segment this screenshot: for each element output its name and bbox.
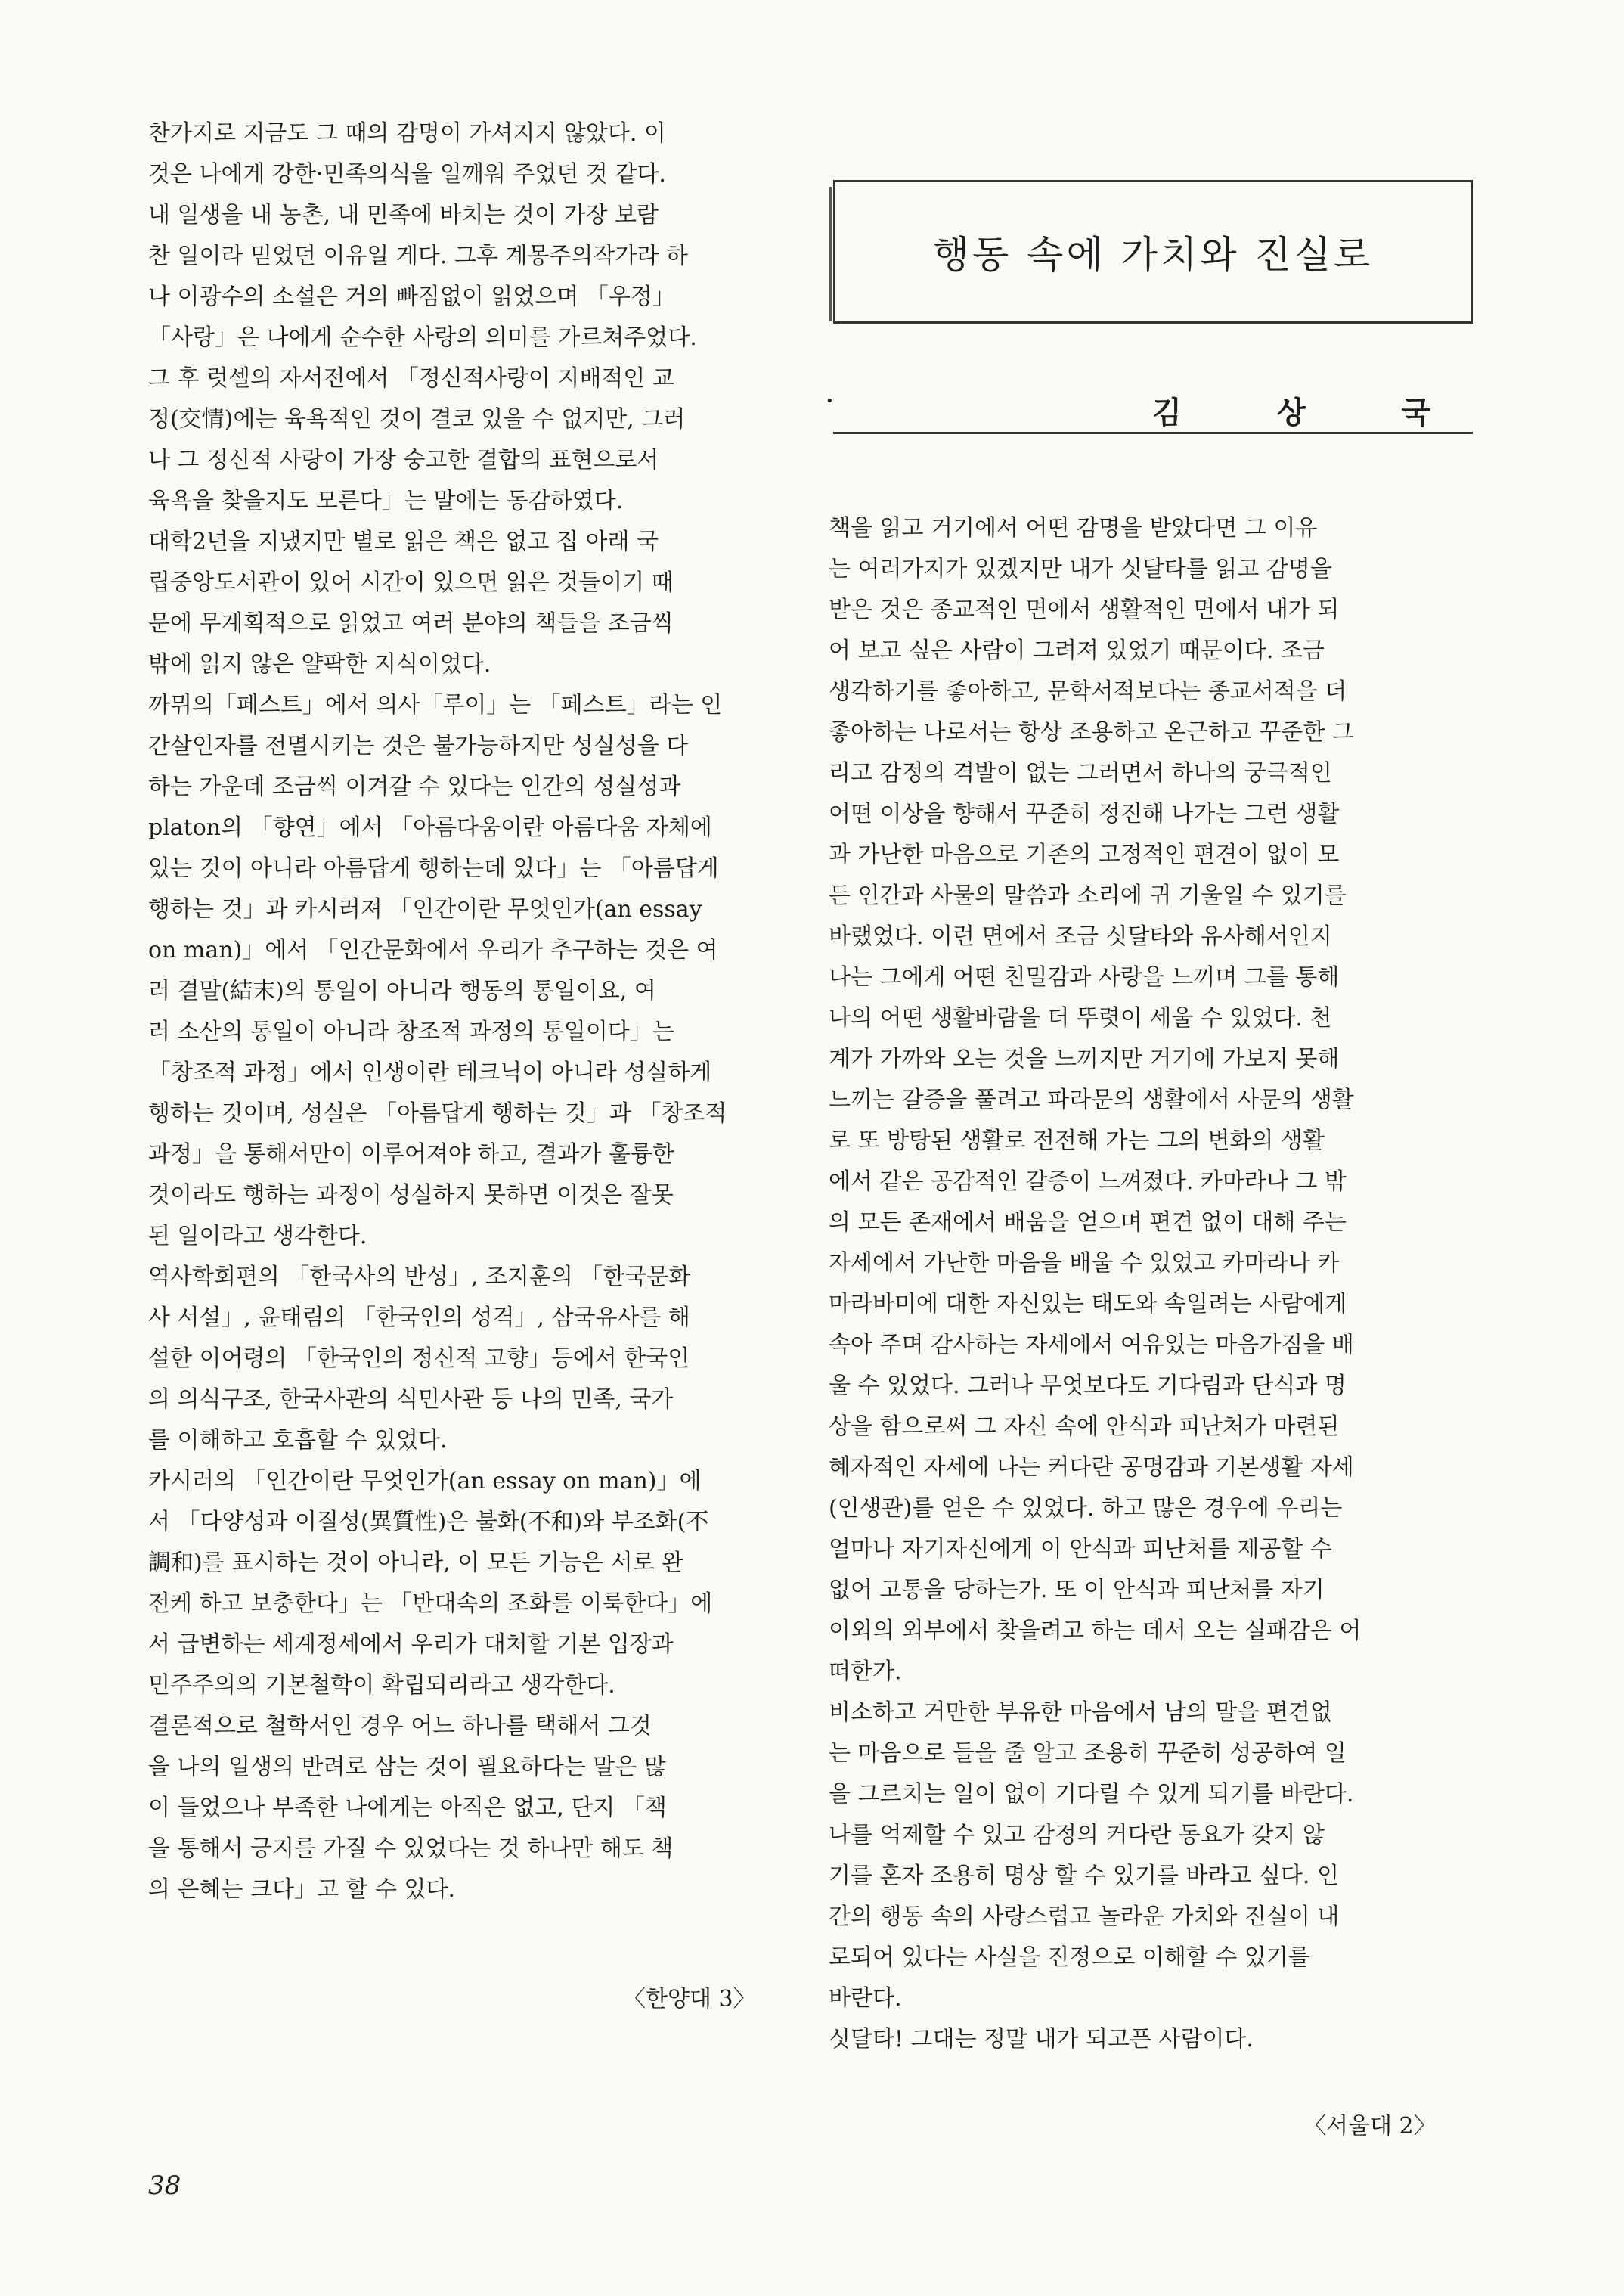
text-line: 떠한가. — [829, 1658, 902, 1685]
text-line: 간의 행동 속의 사랑스럽고 놀라운 가치와 진실이 내 — [829, 1904, 1340, 1930]
text-line: 를 이해하고 호흡할 수 있었다. — [148, 1427, 448, 1454]
text-line: 역사학회편의 「한국사의 반성」, 조지훈의 「한국문화 — [148, 1264, 691, 1290]
text-line: 정(交情)에는 육욕적인 것이 결코 있을 수 없지만, 그러 — [148, 406, 686, 433]
text-line: 것이라도 행하는 과정이 성실하지 못하면 이것은 잘못 — [148, 1182, 674, 1209]
text-line: (인생관)를 얻은 수 있었다. 하고 많은 경우에 우리는 — [829, 1495, 1343, 1522]
text-line: 것은 나에게 강한·민족의식을 일깨워 주었던 것 같다. — [148, 161, 666, 188]
text-line: 나 그 정신적 사랑이 가장 숭고한 결합의 표현으로서 — [148, 447, 659, 473]
text-line: 기를 혼자 조용히 명상 할 수 있기를 바라고 싶다. 인 — [829, 1863, 1339, 1889]
text-line: 리고 감정의 격발이 없는 그러면서 하나의 궁극적인 — [829, 760, 1332, 787]
text-line: 調和)를 표시하는 것이 아니라, 이 모든 기능은 서로 완 — [148, 1550, 684, 1576]
text-line: 「창조적 과정」에서 인생이란 테크닉이 아니라 성실하게 — [148, 1060, 712, 1086]
page-number: 38 — [148, 2170, 181, 2201]
text-line: 바랬었다. 이런 면에서 조금 싯달타와 유사해서인지 — [829, 923, 1332, 950]
text-line: 계가 가까와 오는 것을 느끼지만 거기에 가보지 못해 — [829, 1046, 1340, 1072]
paragraph — [148, 1706, 798, 1910]
text-line: 책을 읽고 거기에서 어떤 감명을 받았다면 그 이유 — [829, 515, 1318, 541]
text-line: 밖에 읽지 않은 얄팍한 지식이었다. — [148, 651, 491, 678]
text-line: 느끼는 갈증을 풀려고 파라문의 생활에서 사문의 생활 — [829, 1087, 1354, 1113]
text-line: 어 보고 싶은 사람이 그려져 있었기 때문이다. 조금 — [829, 638, 1325, 664]
text-line: 받은 것은 종교적인 면에서 생활적인 면에서 내가 되 — [829, 597, 1340, 623]
text-line: on man)」에서 「인간문화에서 우리가 추구하는 것은 여 — [148, 937, 718, 963]
text-line: 찬 일이라 믿었던 이유일 게다. 그후 계몽주의작가라 하 — [148, 243, 688, 269]
text-line: 행하는 것」과 카시러져 「인간이란 무엇인가(an essay — [148, 896, 702, 923]
text-line: 마라바미에 대한 자신있는 태도와 속일려는 사람에게 — [829, 1291, 1347, 1317]
paragraph — [148, 358, 798, 522]
article-author: 김 상 국 — [833, 389, 1473, 434]
text-line: 문에 무계획적으로 읽었고 여러 분야의 책들을 조금씩 — [148, 610, 674, 637]
right-column — [829, 508, 1479, 2060]
paragraph — [148, 685, 798, 1257]
text-line: 까뮈의「페스트」에서 의사「루이」는 「페스트」라는 인 — [148, 692, 723, 718]
text-line: 찬가지로 지금도 그 때의 감명이 가셔지지 않았다. 이 — [148, 120, 666, 147]
text-line: 을 나의 일생의 반려로 삼는 것이 필요하다는 말은 많 — [148, 1754, 666, 1780]
text-line: 서 「다양성과 이질성(異質性)은 불화(不和)와 부조화(不 — [148, 1509, 709, 1535]
text-line: 자세에서 가난한 마음을 배울 수 있었고 카마라나 카 — [829, 1250, 1340, 1277]
text-line: 의 의식구조, 한국사관의 식민사관 등 나의 민족, 국가 — [148, 1386, 674, 1413]
text-line: 러 결말(結末)의 통일이 아니라 행동의 통일이요, 여 — [148, 978, 656, 1004]
text-line: 에서 같은 공감적인 갈증이 느껴졌다. 카마라나 그 밖 — [829, 1168, 1347, 1195]
text-line: 의 은혜는 크다」고 할 수 있다. — [148, 1876, 455, 1903]
left-column — [148, 113, 798, 1910]
text-line: 결론적으로 철학서인 경우 어느 하나를 택해서 그것 — [148, 1713, 652, 1739]
text-line: platon의 「향연」에서 「아름다움이란 아름다움 자체에 — [148, 814, 712, 841]
text-line: 된 일이라고 생각한다. — [148, 1223, 367, 1249]
text-line: 립중앙도서관이 있어 시간이 있으면 읽은 것들이기 때 — [148, 569, 674, 596]
left-affiliation: 〈한양대 3〉 — [623, 1986, 756, 2012]
text-line: 과 가난한 마음으로 기존의 고정적인 편견이 없이 모 — [829, 842, 1340, 868]
text-line: 는 마음으로 들을 줄 알고 조용히 꾸준히 성공하여 일 — [829, 1740, 1347, 1767]
text-line: 전케 하고 보충한다」는 「반대속의 조화를 이룩한다」에 — [148, 1590, 713, 1617]
text-line: 울 수 있었다. 그러나 무엇보다도 기다림과 단식과 명 — [829, 1373, 1347, 1399]
text-line: 나 이광수의 소설은 거의 빠짐없이 읽었으며 「우정」 — [148, 284, 675, 310]
text-line: 러 소산의 통일이 아니라 창조적 과정의 통일이다」는 — [148, 1019, 674, 1045]
text-line: 없어 고통을 당하는가. 또 이 안식과 피난처를 자기 — [829, 1577, 1325, 1603]
text-line: 속아 주며 감사하는 자세에서 여유있는 마음가짐을 배 — [829, 1332, 1354, 1358]
text-line: 어떤 이상을 향해서 꾸준히 정진해 나가는 그런 생활 — [829, 801, 1340, 827]
paragraph — [148, 1461, 798, 1706]
text-line: 좋아하는 나로서는 항상 조용하고 온근하고 꾸준한 그 — [829, 719, 1354, 746]
text-line: 의 모든 존재에서 배움을 얻으며 편견 없이 대해 주는 — [829, 1209, 1347, 1236]
text-line: 는 여러가지가 있겠지만 내가 싯달타를 읽고 감명을 — [829, 556, 1332, 582]
text-line: 나의 어떤 생활바람을 더 뚜렷이 세울 수 있었다. 천 — [829, 1005, 1332, 1032]
text-line: 생각하기를 좋아하고, 문학서적보다는 종교서적을 더 — [829, 678, 1347, 705]
paragraph — [829, 2019, 1479, 2060]
bullet-dot-icon: • — [826, 393, 834, 409]
text-line: 「사랑」은 나에게 순수한 사랑의 의미를 가르쳐주었다. — [148, 324, 697, 351]
text-line: 을 그르치는 일이 없이 기다릴 수 있게 되기를 바란다. — [829, 1781, 1354, 1807]
text-line: 카시러의 「인간이란 무엇인가(an essay on man)」에 — [148, 1468, 702, 1494]
text-line: 싯달타! 그대는 정말 내가 되고픈 사람이다. — [829, 2026, 1254, 2052]
paragraph — [148, 195, 798, 358]
paragraph — [148, 1257, 798, 1461]
text-line: 간살인자를 전멸시키는 것은 불가능하지만 성실성을 다 — [148, 733, 689, 759]
text-line: 비소하고 거만한 부유한 마음에서 남의 말을 편견없 — [829, 1699, 1332, 1726]
text-line: 로 또 방탕된 생활로 전전해 가는 그의 변화의 생활 — [829, 1128, 1325, 1154]
text-line: 나를 억제할 수 있고 감정의 커다란 동요가 갖지 않 — [829, 1822, 1325, 1848]
text-line: 그 후 럿셀의 자서전에서 「정신적사랑이 지배적인 교 — [148, 365, 674, 392]
text-line: 내 일생을 내 농촌, 내 민족에 바치는 것이 가장 보람 — [148, 202, 659, 228]
text-line: 바란다. — [829, 1985, 902, 2012]
text-line: 혜자적인 자세에 나는 커다란 공명감과 기본생활 자세 — [829, 1454, 1354, 1481]
text-line: 과정」을 통해서만이 이루어져야 하고, 결과가 훌륭한 — [148, 1141, 674, 1168]
text-line: 행하는 것이며, 성실은 「아름답게 행하는 것」과 「창조적 — [148, 1100, 727, 1127]
text-line: 있는 것이 아니라 아름답게 행하는데 있다」는 「아름답게 — [148, 855, 719, 882]
text-line: 하는 가운데 조금씩 이겨갈 수 있다는 인간의 성실성과 — [148, 774, 681, 800]
paragraph — [829, 1693, 1479, 2019]
text-line: 사 서설」, 윤태림의 「한국인의 성격」, 삼국유사를 해 — [148, 1305, 690, 1331]
article-title: 행동 속에 가치와 진실로 — [932, 233, 1374, 277]
text-line: 을 통해서 긍지를 가질 수 있었다는 것 하나만 해도 책 — [148, 1835, 674, 1862]
text-line: 이외의 외부에서 찾을려고 하는 데서 오는 실패감은 어 — [829, 1618, 1362, 1644]
paragraph — [148, 113, 798, 195]
text-line: 육욕을 찾을지도 모른다」는 말에는 동감하였다. — [148, 488, 624, 514]
text-line: 이 들었으나 부족한 나에게는 아직은 없고, 단지 「책 — [148, 1795, 667, 1821]
text-line: 상을 함으로써 그 자신 속에 안식과 피난처가 마련된 — [829, 1413, 1340, 1440]
text-line: 나는 그에게 어떤 친밀감과 사랑을 느끼며 그를 통해 — [829, 964, 1340, 991]
right-affiliation: 〈서울대 2〉 — [1303, 2113, 1436, 2139]
text-line: 대학2년을 지냈지만 별로 읽은 책은 없고 집 아래 국 — [148, 529, 659, 555]
text-line: 든 인간과 사물의 말씀과 소리에 귀 기울일 수 있기를 — [829, 883, 1347, 909]
text-line: 민주주의의 기본철학이 확립되리라고 생각한다. — [148, 1672, 615, 1699]
text-line: 설한 이어령의 「한국인의 정신적 고향」등에서 한국인 — [148, 1345, 690, 1372]
paragraph — [148, 522, 798, 685]
paragraph — [829, 508, 1479, 1693]
text-line: 로되어 있다는 사실을 진정으로 이해할 수 있기를 — [829, 1944, 1310, 1971]
text-line: 서 급변하는 세계정세에서 우리가 대처할 기본 입장과 — [148, 1631, 674, 1658]
article-title-box — [833, 180, 1473, 324]
text-line: 얼마나 자기자신에게 이 안식과 피난처를 제공할 수 — [829, 1536, 1332, 1562]
